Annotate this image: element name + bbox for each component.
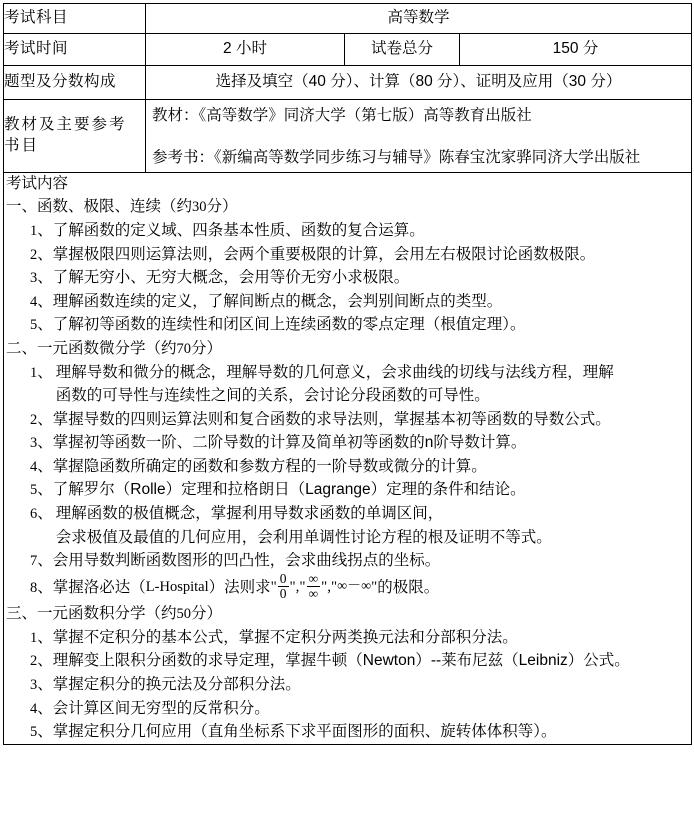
item-number <box>30 573 53 603</box>
syllabus-item <box>4 455 691 479</box>
content-section <box>4 195 691 336</box>
item-number-separator: 、 <box>37 723 53 741</box>
section-score: 70 <box>176 340 192 357</box>
item-text <box>53 243 691 267</box>
section-title: 一元函数积分学（约 <box>37 605 177 623</box>
item-number-value: 6 <box>30 505 38 522</box>
syllabus-item <box>4 549 691 573</box>
item-line: 掌握不定积分的基本公式，掌握不定积分两类换元法和分部积分法。 <box>52 628 518 646</box>
table-row-content <box>4 173 692 745</box>
item-text <box>53 697 691 721</box>
table-row-subject <box>4 4 692 34</box>
syllabus-item <box>4 649 691 673</box>
item-number <box>30 243 53 267</box>
item-line: 了解初等函数的连续性和闭区间上连续函数的零点定理（根值定理）。 <box>52 316 526 334</box>
syllabus-item <box>4 219 691 243</box>
item-number-value: 3 <box>30 677 38 694</box>
fraction-numerator: 0 <box>279 571 287 587</box>
syllabus-item <box>4 573 691 603</box>
item-text <box>53 478 691 502</box>
item-line: 理解函数连续的定义，了解间断点的概念，会判别间断点的类型。 <box>52 292 503 310</box>
syllabus-item <box>4 697 691 721</box>
item-line-continued: 会求极值及最值的几何应用，会利用单调性讨论方程的根及证明不等式。 <box>55 528 552 546</box>
item-line: 了解罗尔（Rolle）定理和拉格朗日（Lagrange）定理的条件和结论。 <box>52 481 526 499</box>
item-number-separator: 、 <box>37 481 53 499</box>
syllabus-item <box>4 290 691 314</box>
item-number-value: 5 <box>30 724 38 741</box>
item-text <box>53 219 691 243</box>
item-number <box>30 408 53 432</box>
reference-book-line: 参考书：《新编高等数学同步练习与辅导》陈春宝沈家骅同济大学出版社 <box>152 148 641 166</box>
books-value-cell <box>146 100 692 173</box>
item-text <box>53 408 691 432</box>
item-number-separator: 、 <box>37 457 53 475</box>
item-number <box>30 219 53 243</box>
item-number-value: 2 <box>30 653 38 670</box>
table-row-time <box>4 34 692 66</box>
item-line: 理解函数的极值概念，掌握利用导数求函数的单调区间， <box>55 504 444 522</box>
content-sections <box>4 195 691 743</box>
books-label-line2: 书目 <box>4 137 40 154</box>
textbook-line: 教材：《高等数学》同济大学（第七版）高等教育出版社 <box>152 107 532 125</box>
item-number <box>30 478 53 502</box>
item-line: 理解变上限积分函数的求导定理，掌握牛顿（Newton）--莱布尼兹（Leibniz）公式。 <box>52 652 630 670</box>
quote-mark: " <box>299 579 306 596</box>
item-number <box>30 455 53 479</box>
syllabus-item <box>4 266 691 290</box>
item-number-value: 5 <box>30 482 38 499</box>
total-score-label: 试卷总分 <box>345 34 460 66</box>
item-number-value: 7 <box>30 553 38 570</box>
section-heading <box>4 337 691 361</box>
fraction-infinity-over-infinity <box>307 572 321 601</box>
item-text <box>53 431 691 455</box>
item-line: 掌握隐函数所确定的函数和参数方程的一阶导数或微分的计算。 <box>52 457 487 475</box>
item-number <box>30 697 53 721</box>
content-cell <box>4 173 692 745</box>
item-number-value: 1 <box>30 223 38 240</box>
item-text <box>53 266 691 290</box>
table-row-books <box>4 100 692 173</box>
item-number <box>30 720 53 744</box>
item-number-value: 1 <box>30 629 38 646</box>
section-index: 一、 <box>6 198 38 216</box>
section-item-list <box>4 626 691 744</box>
section-index: 三、 <box>6 605 38 623</box>
item-text <box>53 549 691 573</box>
formula-rule-name: L-Hospital <box>145 578 209 595</box>
question-types-label: 题型及分数构成 <box>4 66 146 100</box>
item-number <box>30 313 53 337</box>
item-text <box>53 626 691 650</box>
content-section <box>4 337 691 602</box>
quote-mark: " <box>371 579 378 596</box>
quote-mark: " <box>270 579 277 596</box>
item-number-separator: 、 <box>37 504 53 522</box>
item-number-value: 4 <box>30 700 38 717</box>
fraction-zero-over-zero <box>278 572 289 601</box>
item-text <box>56 361 691 408</box>
item-text <box>53 649 691 673</box>
item-number-separator: 、 <box>37 410 53 428</box>
item-text <box>53 455 691 479</box>
table-row-question-types <box>4 66 692 100</box>
syllabus-item <box>4 243 691 267</box>
item-number-value: 3 <box>30 270 38 287</box>
quote-mark: " <box>321 579 328 596</box>
formula-separator: , <box>327 579 331 596</box>
section-score: 30 <box>192 199 207 216</box>
item-number-separator: 、 <box>37 316 53 334</box>
syllabus-item <box>4 431 691 455</box>
item-number-value: 4 <box>30 458 38 475</box>
fraction-numerator: ∞ <box>308 571 319 587</box>
item-line: 掌握初等函数一阶、二阶导数的计算及简单初等函数的n阶导数计算。 <box>52 434 527 452</box>
books-label-line1: 教材及主要参考 <box>4 116 127 134</box>
item-number-separator: 、 <box>37 628 53 646</box>
section-item-list <box>4 361 691 602</box>
syllabus-table <box>3 3 692 745</box>
quote-mark: " <box>289 579 296 596</box>
fraction-denominator: ∞ <box>308 585 319 601</box>
total-score-value: 150 分 <box>460 34 692 66</box>
section-score-suffix: 分） <box>206 198 238 216</box>
item-line: 会计算区间无穷型的反常积分。 <box>52 699 270 717</box>
item-number-separator: 、 <box>37 578 53 596</box>
section-score: 50 <box>176 606 192 623</box>
formula-prefix: 掌握洛必达（ <box>52 578 146 596</box>
item-line: 了解无穷小、无穷大概念，会用等价无穷小求极限。 <box>52 269 410 287</box>
item-number-separator: 、 <box>37 652 53 670</box>
item-text <box>53 720 691 744</box>
syllabus-item <box>4 313 691 337</box>
item-number-separator: 、 <box>37 222 53 240</box>
item-number-separator: 、 <box>37 292 53 310</box>
item-text <box>53 673 691 697</box>
item-number <box>30 266 53 290</box>
section-heading <box>4 602 691 626</box>
item-number-separator: 、 <box>37 269 53 287</box>
formula-separator: , <box>295 579 300 596</box>
item-number-value: 3 <box>30 435 38 452</box>
item-number-separator: 、 <box>37 363 53 381</box>
section-title: 函数、极限、连续（约 <box>37 198 193 216</box>
item-number <box>30 361 56 385</box>
item-line: 掌握导数的四则运算法则和复合函数的求导法则，掌握基本初等函数的导数公式。 <box>52 410 611 428</box>
formula-suffix: 的极限。 <box>377 578 440 596</box>
syllabus-item <box>4 720 691 744</box>
item-number <box>30 649 53 673</box>
item-number <box>30 502 56 526</box>
item-number-value: 1 <box>30 364 38 381</box>
item-line: 掌握定积分的换元法及分部积分法。 <box>52 676 301 694</box>
item-text <box>53 573 691 602</box>
item-number-separator: 、 <box>37 676 53 694</box>
item-line-continued: 函数的可导性与连续性之间的关系，会讨论分段函数的可导性。 <box>55 387 490 405</box>
item-number-value: 2 <box>30 246 38 263</box>
time-label: 考试时间 <box>4 34 146 66</box>
content-title: 考试内容 <box>6 175 69 192</box>
item-line: 会用导数判断函数图形的凹凸性，会求曲线拐点的坐标。 <box>52 552 441 570</box>
fraction-denominator: 0 <box>279 585 287 601</box>
question-types-value: 选择及填空（40 分）、计算（80 分）、证明及应用（30 分） <box>146 66 692 100</box>
item-line: 掌握定积分几何应用（直角坐标系下求平面图形的面积、旋转体体积等）。 <box>52 723 557 741</box>
subject-value: 高等数学 <box>146 4 692 34</box>
form-infinity-minus-infinity: ∞－∞ <box>337 579 372 595</box>
item-number-value: 4 <box>30 293 38 310</box>
item-number-separator: 、 <box>37 699 53 717</box>
item-number <box>30 290 53 314</box>
section-index: 二、 <box>6 339 38 357</box>
item-number-separator: 、 <box>37 245 53 263</box>
syllabus-item <box>4 408 691 432</box>
syllabus-item <box>4 502 691 549</box>
item-number-separator: 、 <box>37 434 53 452</box>
item-number <box>30 549 53 573</box>
item-number-separator: 、 <box>37 552 53 570</box>
syllabus-item <box>4 361 691 408</box>
section-title: 一元函数微分学（约 <box>37 339 177 357</box>
item-number-value: 5 <box>30 317 38 334</box>
subject-label: 考试科目 <box>4 4 146 34</box>
syllabus-item <box>4 673 691 697</box>
time-value: 2 小时 <box>146 34 345 66</box>
item-number-value: 2 <box>30 411 38 428</box>
item-number <box>30 431 53 455</box>
books-label <box>4 100 146 173</box>
item-number-value: 8 <box>30 579 38 596</box>
content-section <box>4 602 691 743</box>
section-score-suffix: 分） <box>191 605 223 623</box>
syllabus-item <box>4 478 691 502</box>
item-text <box>56 502 691 549</box>
section-item-list <box>4 219 691 337</box>
quote-mark: " <box>331 579 338 596</box>
formula-mid: ）法则求 <box>208 578 271 596</box>
item-number <box>30 673 53 697</box>
item-line: 掌握极限四则运算法则，会两个重要极限的计算，会用左右极限讨论函数极限。 <box>52 245 596 263</box>
item-line: 理解导数和微分的概念，理解导数的几何意义，会求曲线的切线与法线方程，理解 <box>55 363 614 381</box>
section-score-suffix: 分） <box>191 339 223 357</box>
item-line: 了解函数的定义域、四条基本性质、函数的复合运算。 <box>52 222 425 240</box>
item-text <box>53 313 691 337</box>
item-text <box>53 290 691 314</box>
item-number <box>30 626 53 650</box>
syllabus-item <box>4 626 691 650</box>
section-heading <box>4 195 691 219</box>
